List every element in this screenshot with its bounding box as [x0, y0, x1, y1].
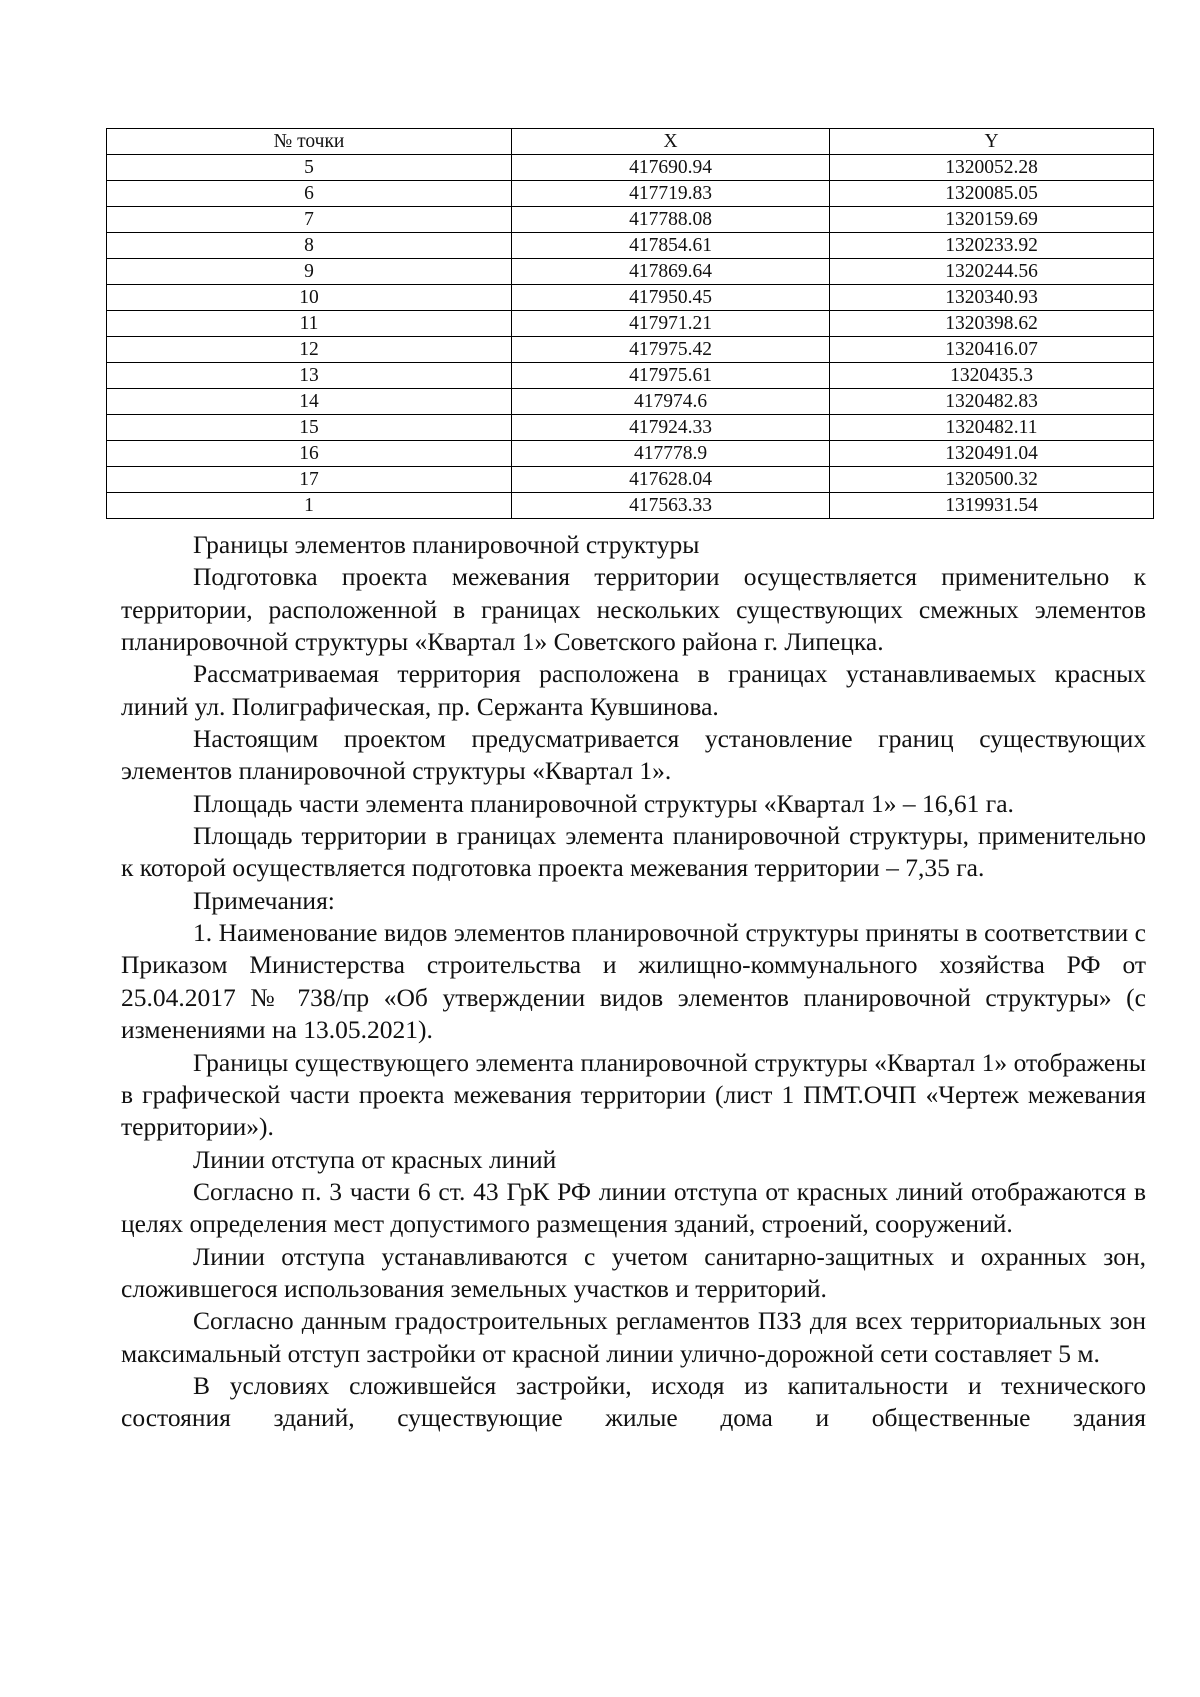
y-value: 1320482.11 [830, 415, 1154, 441]
column-header-point: № точки [107, 129, 512, 155]
table-row [107, 363, 1154, 389]
paragraph: Согласно данным градостроительных регламентов ПЗЗ для всех территориальных зон максимальный отступ застройки от красной линии улично-дорожной сети составляет 5 м. [121, 1306, 1146, 1368]
coordinates-table [106, 128, 1154, 519]
y-value: 1320491.04 [830, 441, 1154, 467]
paragraph: Границы существующего элемента планировочной структуры «Квартал 1» отображены в графической части проекта межевания территории (лист 1 ПМТ.ОЧП «Чертеж межевания территории»). [121, 1047, 1146, 1142]
point-number: 16 [107, 441, 512, 467]
x-value: 417974.6 [512, 389, 830, 415]
table-row [107, 493, 1154, 519]
y-value: 1319931.54 [830, 493, 1154, 519]
note-item: 1. Наименование видов элементов планировочной структуры приняты в соответствии с Приказом Министерства строительства и жилищно-коммунального хозяйства РФ от 25.04.2017 № 738/пр «Об утверждении видов элементов планировочной структуры» (с изменениями на 13.05.2021). [121, 918, 1146, 1045]
y-value: 1320159.69 [830, 207, 1154, 233]
point-number: 9 [107, 259, 512, 285]
paragraph: Подготовка проекта межевания территории осуществляется применительно к территории, расположенной в границах нескольких существующих смежных элементов планировочной структуры «Квартал 1» Советского района г. Липецка. [121, 562, 1146, 657]
paragraph: Рассматриваемая территория расположена в границах устанавливаемых красных линий ул. Полиграфическая, пр. Сержанта Кувшинова. [121, 659, 1146, 721]
paragraph: Площадь территории в границах элемента планировочной структуры, применительно к которой осуществляется подготовка проекта межевания территории – 7,35 га. [121, 821, 1146, 883]
y-value: 1320233.92 [830, 233, 1154, 259]
point-number: 17 [107, 467, 512, 493]
x-value: 417971.21 [512, 311, 830, 337]
point-number: 5 [107, 155, 512, 181]
paragraph: Линии отступа устанавливаются с учетом санитарно-защитных и охранных зон, сложившегося использования земельных участков и территорий. [121, 1241, 1146, 1303]
table-row [107, 259, 1154, 285]
table-row [107, 441, 1154, 467]
table-row [107, 415, 1154, 441]
y-value: 1320416.07 [830, 337, 1154, 363]
document-body [121, 529, 1146, 1435]
point-number: 10 [107, 285, 512, 311]
x-value: 417788.08 [512, 207, 830, 233]
y-value: 1320398.62 [830, 311, 1154, 337]
point-number: 15 [107, 415, 512, 441]
point-number: 7 [107, 207, 512, 233]
point-number: 11 [107, 311, 512, 337]
paragraph: Настоящим проектом предусматривается установление границ существующих элементов планировочной структуры «Квартал 1». [121, 724, 1146, 786]
point-number: 1 [107, 493, 512, 519]
x-value: 417975.61 [512, 363, 830, 389]
table-header-row [107, 129, 1154, 155]
point-number: 8 [107, 233, 512, 259]
table-row [107, 337, 1154, 363]
paragraph: Согласно п. 3 части 6 ст. 43 ГрК РФ линии отступа от красных линий отображаются в целях определения мест допустимого размещения зданий, строений, сооружений. [121, 1176, 1146, 1239]
y-value: 1320085.05 [830, 181, 1154, 207]
section-heading-setback-lines: Линии отступа от красных линий [193, 1144, 557, 1174]
y-value: 1320052.28 [830, 155, 1154, 181]
table-row [107, 285, 1154, 311]
point-number: 6 [107, 181, 512, 207]
table-row [107, 207, 1154, 233]
x-value: 417719.83 [512, 181, 830, 207]
section-heading-planning-elements: Границы элементов планировочной структуры [193, 530, 700, 559]
x-value: 417854.61 [512, 233, 830, 259]
y-value: 1320435.3 [830, 363, 1154, 389]
table-row [107, 155, 1154, 181]
column-header-x: X [512, 129, 830, 155]
y-value: 1320500.32 [830, 467, 1154, 493]
x-value: 417950.45 [512, 285, 830, 311]
x-value: 417563.33 [512, 493, 830, 519]
table-row [107, 311, 1154, 337]
x-value: 417628.04 [512, 467, 830, 493]
y-value: 1320244.56 [830, 259, 1154, 285]
point-number: 14 [107, 389, 512, 415]
point-number: 12 [107, 337, 512, 363]
y-value: 1320340.93 [830, 285, 1154, 311]
paragraph: Площадь части элемента планировочной структуры «Квартал 1» – 16,61 га. [193, 788, 1014, 818]
y-value: 1320482.83 [830, 389, 1154, 415]
table-row [107, 467, 1154, 493]
x-value: 417778.9 [512, 441, 830, 467]
paragraph: В условиях сложившейся застройки, исходя из капитальности и технического состояния зданий, существующие жилые дома и общественные здания [121, 1370, 1146, 1433]
table-row [107, 233, 1154, 259]
x-value: 417690.94 [512, 155, 830, 181]
column-header-y: Y [830, 129, 1154, 155]
table-row [107, 389, 1154, 415]
x-value: 417869.64 [512, 259, 830, 285]
point-number: 13 [107, 363, 512, 389]
table-row [107, 181, 1154, 207]
notes-heading: Примечания: [193, 885, 335, 915]
x-value: 417924.33 [512, 415, 830, 441]
x-value: 417975.42 [512, 337, 830, 363]
